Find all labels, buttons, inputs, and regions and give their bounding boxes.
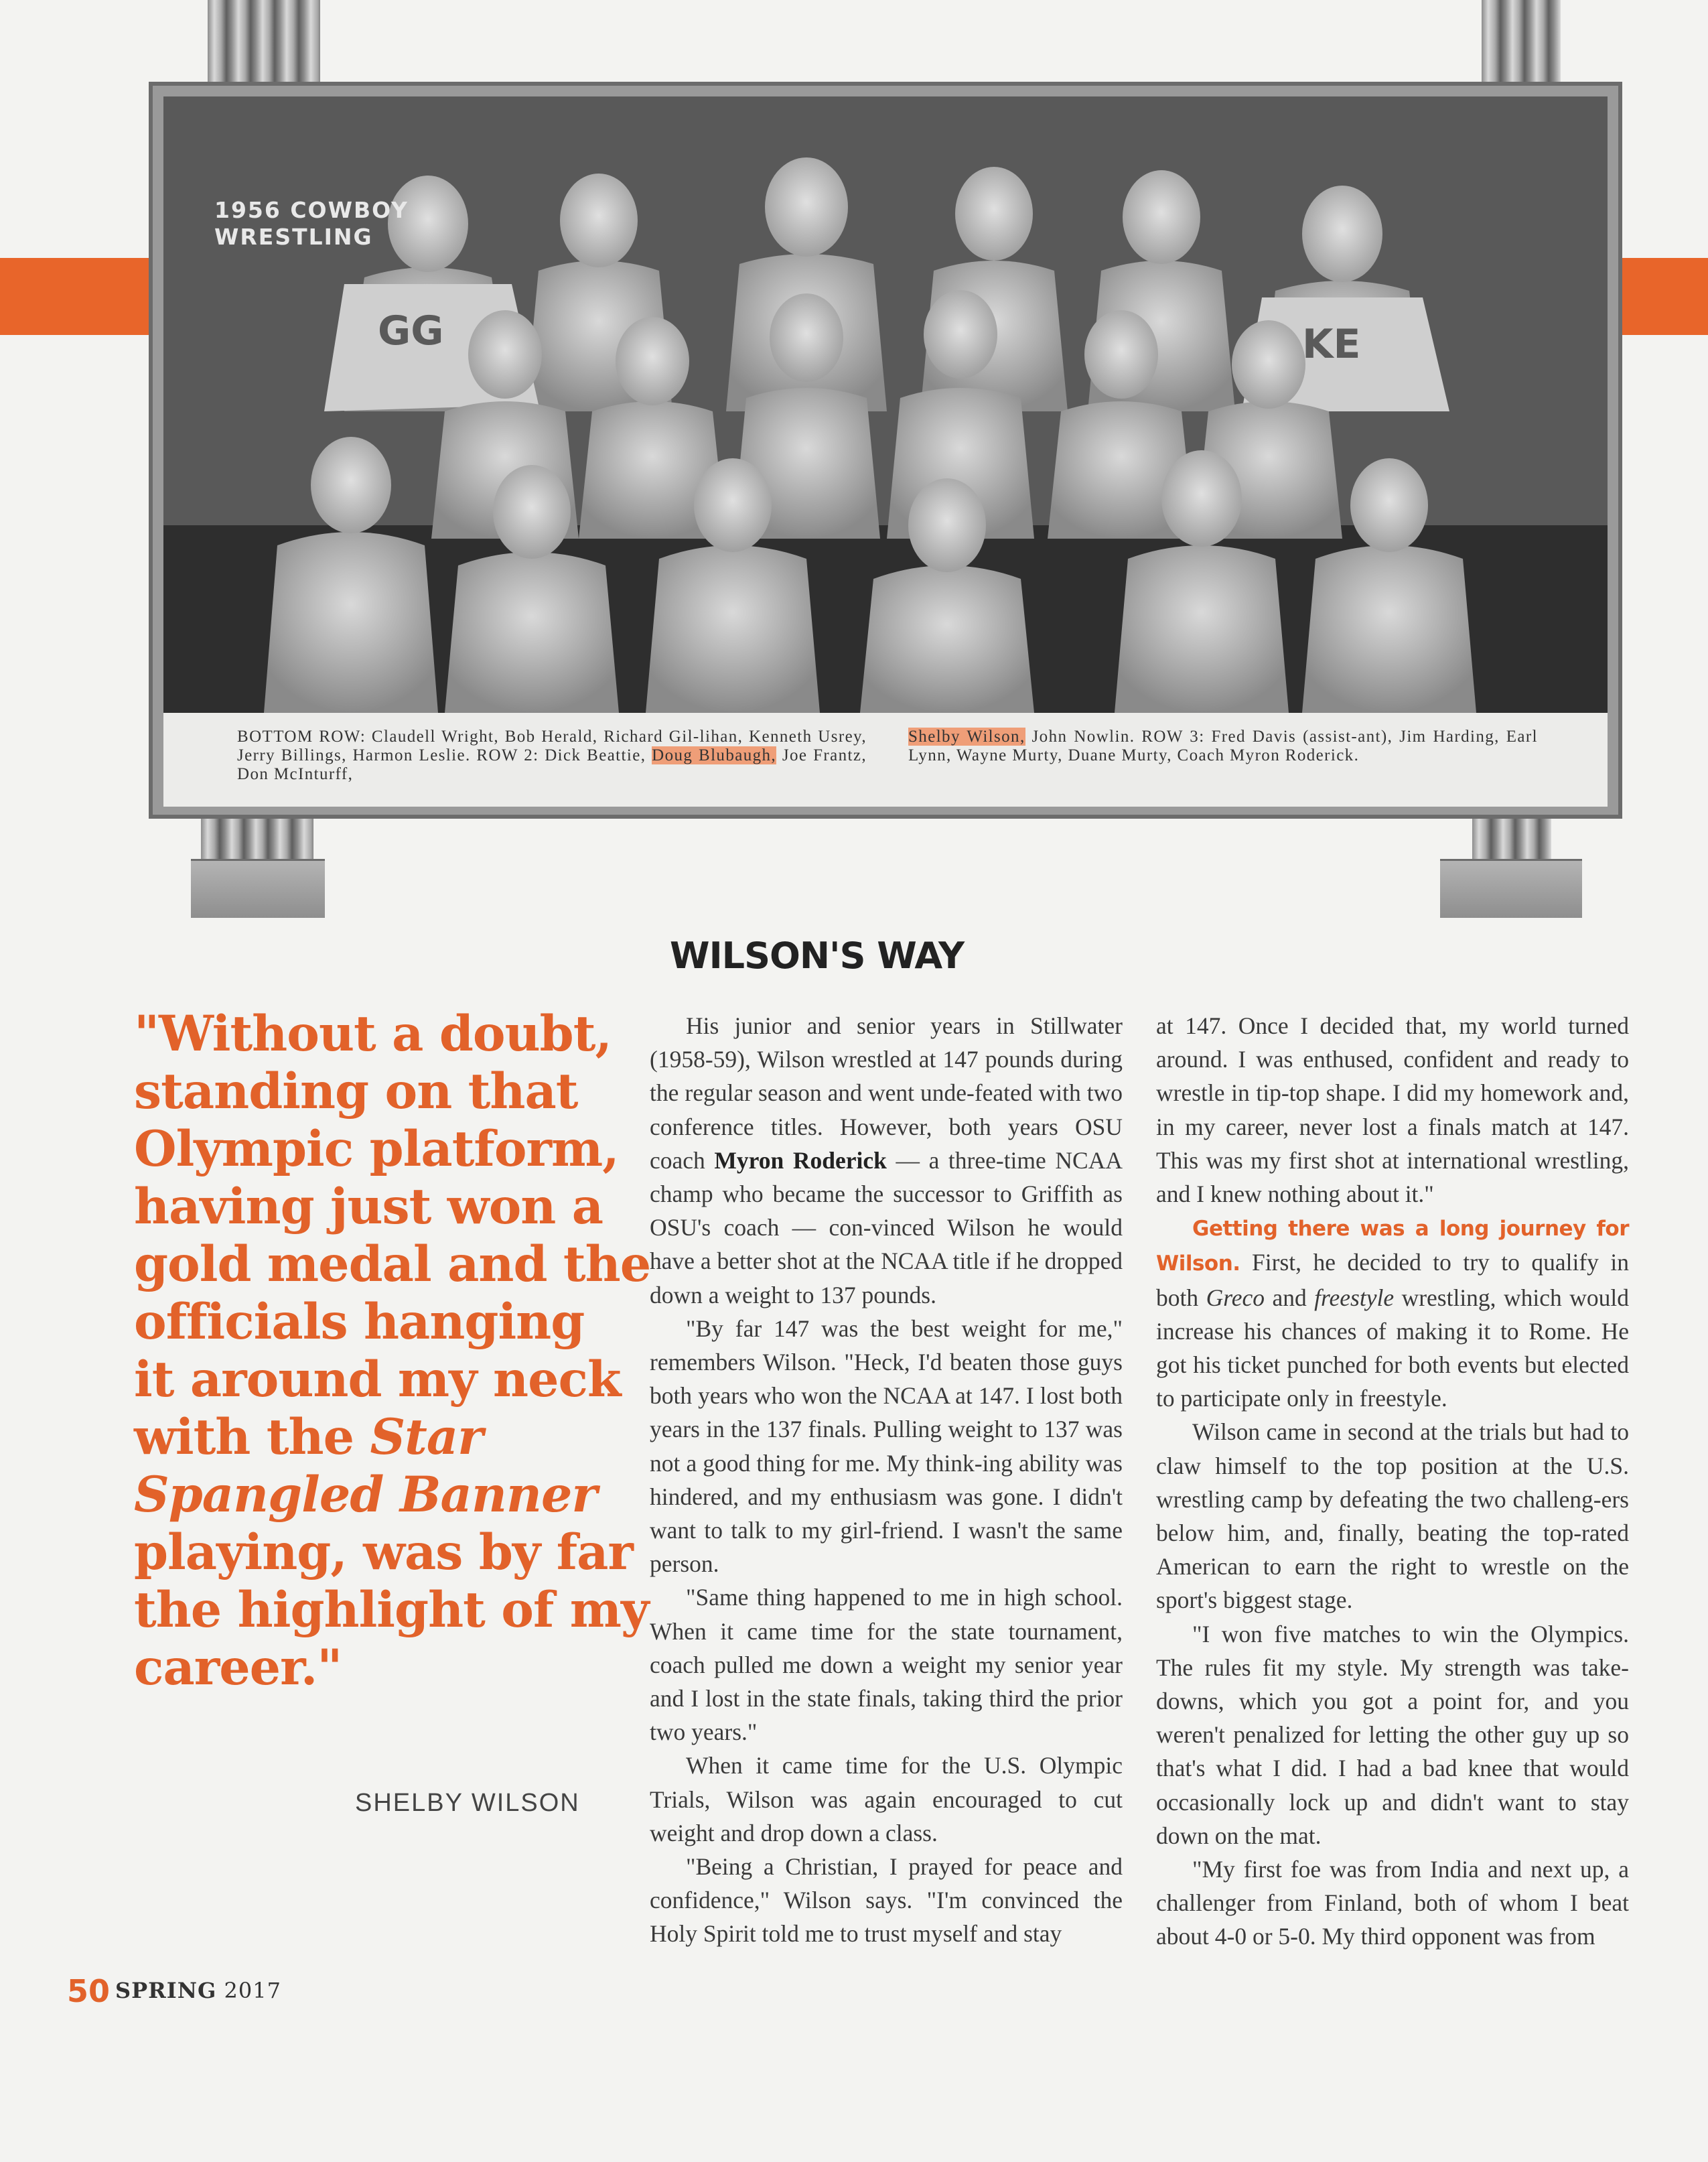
paragraph: at 147. Once I decided that, my world turned around. I was enthused, confident and ready to wrestle in tip-top shape. I did my homework and, in my career, never lost a finals match at 147. This was my first shot at international wrestling, and I knew nothing about it." bbox=[1156, 1012, 1629, 1208]
column-base-right bbox=[1440, 859, 1582, 918]
column-top-left bbox=[208, 0, 320, 84]
paragraph: "By far 147 was the best weight for me," remembers Wilson. "Heck, I'd beaten those guys both years who won the NCAA at 147. I lost both years in the 137 finals. Pulling weight to 137 was not a good thing for me. My think-ing ability was hindered, and my enthusiasm was gone. I didn't want to talk to my girl-friend. I wasn't the same person. bbox=[650, 1314, 1123, 1578]
caption-highlight-wilson: Shelby Wilson, bbox=[908, 728, 1025, 746]
column-bottom-left bbox=[201, 817, 313, 861]
quote-text: with the bbox=[134, 1408, 370, 1466]
paragraph: "Same thing happened to me in high school. When it came time for the state tournament, coach pulled me down a weight my senior year and I lost in the state finals, taking third the prior two years." bbox=[650, 1584, 1123, 1746]
quote-line: standing on that bbox=[134, 1063, 578, 1120]
quote-line: "Without a doubt, bbox=[134, 1005, 612, 1063]
quote-line: the highlight of my bbox=[134, 1581, 649, 1639]
paragraph-text: wrestling, which would increase his chances of making it to Rome. He got his ticket punched for both events but elected to participate only in freestyle. bbox=[1156, 1284, 1629, 1412]
quote-line: playing, was by far bbox=[134, 1524, 633, 1581]
quote-italic: Star bbox=[370, 1408, 483, 1466]
column-base-left bbox=[191, 859, 325, 918]
article-heading: WILSON'S WAY bbox=[670, 935, 965, 977]
paragraph-lead-in: Getting there was a long journey for Wilson. bbox=[1156, 1217, 1629, 1276]
quote-line: having just won a bbox=[134, 1178, 603, 1235]
issue-season: SPRING bbox=[115, 1978, 217, 2003]
paragraph: "My first foe was from India and next up, a challenger from Finland, both of whom I beat about 4-0 or 5-0. My third opponent was from bbox=[1156, 1856, 1629, 1950]
caption-left-text-end: Joe Frantz, Don McInturff, bbox=[237, 746, 867, 783]
body-column-1 bbox=[650, 1009, 1123, 1951]
quote-line: officials hanging bbox=[134, 1293, 585, 1351]
paragraph bbox=[650, 1009, 1123, 1312]
paragraph-italic: freestyle bbox=[1314, 1284, 1395, 1311]
team-photo bbox=[163, 96, 1608, 713]
pull-quote bbox=[134, 1005, 651, 1696]
paragraph-text: His junior and senior years in Stillwater (1958-59), Wilson wrestled at 147 pounds during the regular season and went unde-feated with two conference titles. However, both years OSU coach bbox=[650, 1012, 1123, 1174]
quote-attribution: SHELBY WILSON bbox=[355, 1789, 580, 1817]
orange-band-right bbox=[1621, 258, 1708, 335]
paragraph bbox=[1156, 1211, 1629, 1415]
team-photo-frame bbox=[149, 82, 1622, 819]
svg-text:KE: KE bbox=[1302, 321, 1361, 368]
quote-line: gold medal and the bbox=[134, 1235, 651, 1293]
paragraph-italic: Greco bbox=[1206, 1284, 1265, 1311]
quote-italic: Spangled Banner bbox=[134, 1466, 597, 1524]
quote-line: it around my neck bbox=[134, 1351, 621, 1408]
quote-line: Olympic platform, bbox=[134, 1120, 619, 1178]
quote-line bbox=[134, 1466, 603, 1524]
issue-year: 2017 bbox=[224, 1978, 281, 2003]
paragraph-text: and bbox=[1264, 1284, 1315, 1311]
paragraph: Wilson came in second at the trials but had to claw himself to the top position at the U.S. wrestling camp by defeating the two challeng-ers below him, and, finally, beating the top-rated American to earn the right to wrestle on the sport's biggest stage. bbox=[1156, 1418, 1629, 1614]
photo-caption-left bbox=[237, 728, 867, 784]
paragraph: "I won five matches to win the Olympics. The rules fit my style. My strength was take-downs, which you got a point for, and you weren't penalized for letting the other guy up so that's what I did. I had a bad knee that would occasionally lock up and didn't want to stay down on the mat. bbox=[1156, 1620, 1629, 1849]
caption-left-text: BOTTOM ROW: Claudell Wright, Bob Herald, Richard Gil-lihan, Kenneth Usrey, Jerry Billings, Harmon Leslie. ROW 2: Dick Beattie, bbox=[237, 728, 867, 764]
team-photo-illustration bbox=[163, 96, 1608, 713]
paragraph-text: — a three-time NCAA champ who became the successor to Griffith as OSU's coach — con-vinced Wilson he would have a better shot at the NCAA title if he dropped down a weight to 137 pounds. bbox=[650, 1146, 1123, 1308]
svg-text:GG: GG bbox=[378, 308, 444, 354]
quote-line bbox=[134, 1408, 603, 1466]
paragraph: "Being a Christian, I prayed for peace and confidence," Wilson says. "I'm convinced the Holy Spirit told me to trust myself and stay bbox=[650, 1853, 1123, 1948]
paragraph: When it came time for the U.S. Olympic Trials, Wilson was again encouraged to cut weight and drop down a class. bbox=[650, 1752, 1123, 1846]
issue-label bbox=[115, 1978, 281, 2003]
photo-caption-right bbox=[908, 728, 1538, 765]
photo-caption bbox=[163, 713, 1608, 807]
caption-highlight-blubaugh: Doug Blubaugh, bbox=[652, 746, 777, 764]
column-bottom-right bbox=[1472, 817, 1551, 861]
caption-right-text: John Nowlin. ROW 3: Fred Davis (assist-ant), Jim Harding, Earl Lynn, Wayne Murty, Duane Murty, Coach Myron Roderick. bbox=[908, 728, 1539, 764]
photo-label: 1956 COWBOY WRESTLING bbox=[214, 197, 409, 250]
quote-line: career." bbox=[134, 1639, 342, 1696]
column-top-right bbox=[1482, 0, 1561, 84]
paragraph-text: First, he decided to try to qualify in both bbox=[1156, 1249, 1629, 1311]
body-column-2 bbox=[1156, 1009, 1629, 1954]
orange-band-left bbox=[0, 258, 154, 335]
page-number: 50 bbox=[67, 1973, 111, 2009]
coach-name: Myron Roderick bbox=[714, 1146, 887, 1174]
